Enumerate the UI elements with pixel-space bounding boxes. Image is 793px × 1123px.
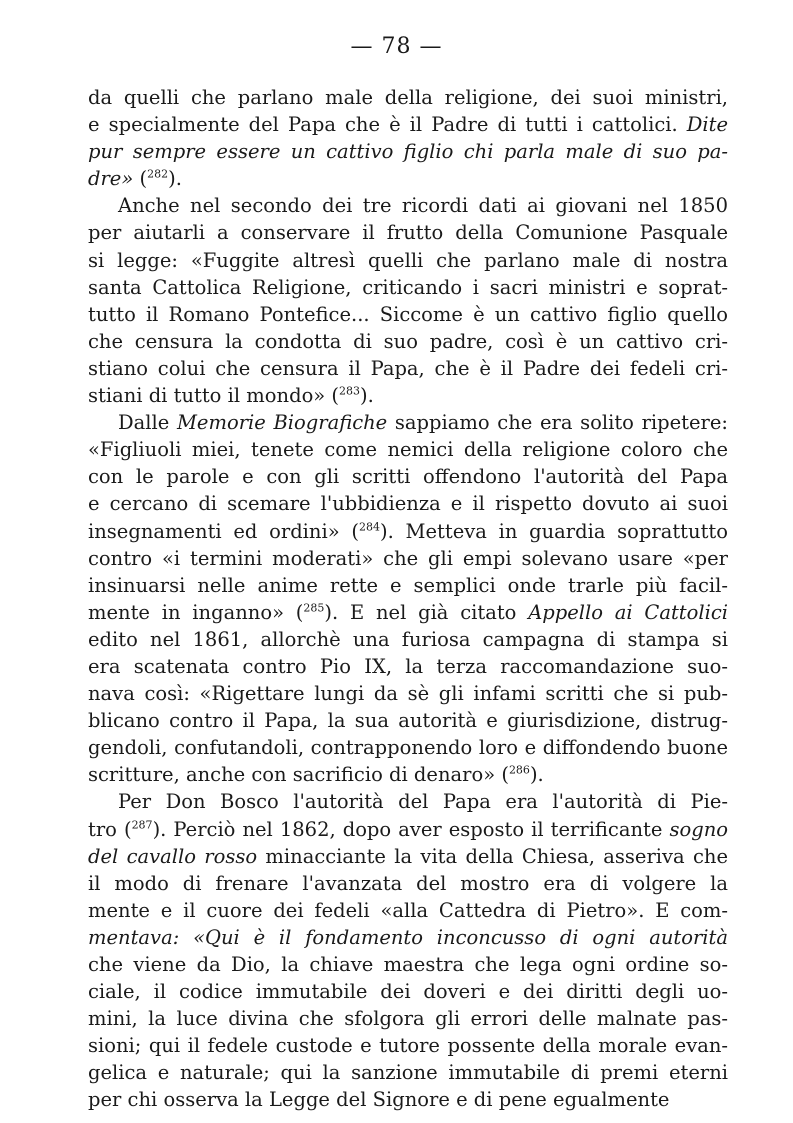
footnote-ref: 287 <box>131 818 153 832</box>
text-line <box>88 626 728 653</box>
text-run: ). <box>529 763 544 787</box>
text-run: contro «i termini moderati» che gli empi solevano usare «per <box>88 546 728 570</box>
text-line <box>88 138 728 165</box>
text-line <box>88 599 728 626</box>
text-line <box>88 1005 728 1032</box>
italic-run: Appello ai Cattolici <box>528 600 728 624</box>
text-line <box>88 490 728 517</box>
text-run: da quelli che parlano male della religione, dei suoi ministri, <box>88 86 728 109</box>
text-run: sioni; qui il fedele custode e tutore possente della morale evan- <box>88 1034 728 1058</box>
text-line <box>88 1032 728 1059</box>
text-run: insegnamenti ed ordini» ( <box>88 519 359 543</box>
body-text <box>88 84 728 1114</box>
text-line <box>88 463 728 490</box>
text-line <box>88 518 728 545</box>
text-line <box>88 572 728 599</box>
text-line <box>88 409 728 436</box>
text-line <box>88 436 728 463</box>
text-run: «Figliuoli miei, tenete come nemici della religione coloro che <box>88 438 728 462</box>
text-run: il modo di frenare l'avanzata del mostro era di volgere la <box>88 871 728 895</box>
footnote-ref: 285 <box>303 601 325 615</box>
text-run: insinuarsi nelle anime rette e semplici onde trarle più facil- <box>88 573 728 597</box>
italic-run: Dite <box>686 113 728 137</box>
text-line <box>88 247 728 274</box>
text-run: si legge: «Fuggite altresì quelli che parlano male di nostra <box>88 248 728 272</box>
text-line <box>88 843 728 870</box>
text-run: Anche nel secondo dei tre ricordi dati ai giovani nel 1850 <box>118 194 728 218</box>
text-run: mente e il cuore dei fedeli «alla Cattedra di Pietro». E com- <box>88 898 728 922</box>
text-line <box>88 870 728 897</box>
text-run: che viene da Dio, la chiave maestra che lega ogni ordine so- <box>88 953 728 976</box>
text-line <box>88 301 728 328</box>
italic-run: mentava: «Qui è il fondamento inconcusso di ogni autorità <box>88 925 728 949</box>
text-run: tutto il Romano Pontefice... Siccome è un cattivo figlio quello <box>88 302 728 326</box>
text-line <box>88 680 728 707</box>
text-run: tro ( <box>88 817 132 841</box>
italic-run: del cavallo rosso <box>88 844 258 868</box>
text-line <box>88 192 728 219</box>
text-run: ). Perciò nel 1862, dopo aver esposto il terrificante <box>152 817 670 841</box>
text-line <box>88 653 728 680</box>
footnote-ref: 283 <box>339 384 361 398</box>
text-run: per aiutarli a conservare il frutto della Comunione Pasquale <box>88 221 728 245</box>
page-number: — 78 — <box>350 34 443 59</box>
text-run: ). <box>168 167 182 191</box>
text-run: mente in inganno» ( <box>88 600 304 624</box>
text-run: blicano contro il Papa, la sua autorità e giurisdizione, distrug- <box>88 709 728 733</box>
text-run: e cercano di scemare l'ubbidienza e il rispetto dovuto ai suoi <box>88 492 728 516</box>
text-run: sappiamo che era solito ripetere: <box>387 411 728 435</box>
footnote-ref: 286 <box>508 763 530 777</box>
text-run: ). Metteva in guardia soprattutto <box>379 519 728 543</box>
text-run: santa Cattolica Religione, criticando i sacri ministri e soprat- <box>88 275 728 299</box>
italic-run: Memorie Biografiche <box>176 411 388 435</box>
text-run: che censura la condotta di suo padre, così è un cattivo cri- <box>88 329 728 353</box>
text-line <box>88 707 728 734</box>
italic-run: pur sempre essere un cattivo figlio chi parla male di suo pa- <box>88 140 728 164</box>
footnote-ref: 284 <box>358 520 380 533</box>
text-line <box>88 1059 728 1086</box>
text-line <box>88 788 728 815</box>
text-run: con le parole e con gli scritti offendono l'autorità del Papa <box>88 465 728 489</box>
text-run: ). E nel già citato <box>324 600 529 624</box>
text-run: scritture, anche con sacrificio di denaro» ( <box>88 763 509 787</box>
text-run: mini, la luce divina che sfolgora gli errori delle malnate pas- <box>88 1007 728 1031</box>
text-run: edito nel 1861, allorchè una furiosa campagna di stampa si <box>88 627 728 651</box>
text-run: ). <box>360 384 374 408</box>
italic-run: dre» <box>88 167 134 191</box>
text-line <box>88 355 728 382</box>
text-run: ( <box>133 167 148 191</box>
text-line <box>88 219 728 246</box>
text-line <box>88 111 728 138</box>
text-run: stiani di tutto il mondo» ( <box>88 384 340 408</box>
text-line <box>88 978 728 1005</box>
text-run: era scatenata contro Pio IX, la terza raccomandazione suo- <box>88 654 728 678</box>
text-line <box>88 816 728 843</box>
footnote-ref: 282 <box>147 167 169 181</box>
italic-run: sogno <box>669 817 728 841</box>
text-run: nava così: «Rigettare lungi da sè gli infami scritti che si pub- <box>88 682 728 706</box>
text-line <box>88 84 728 111</box>
text-line <box>88 897 728 924</box>
text-line <box>88 924 728 951</box>
text-run: stiano colui che censura il Papa, che è il Padre dei fedeli cri- <box>88 356 728 380</box>
text-line <box>88 165 728 192</box>
text-line <box>88 328 728 355</box>
text-line <box>88 382 728 409</box>
text-line <box>88 545 728 572</box>
text-line <box>88 951 728 978</box>
text-run: Per Don Bosco l'autorità del Papa era l'autorità di Pie- <box>118 790 728 814</box>
text-run: Dalle <box>118 411 177 435</box>
text-run: gendoli, confutandoli, contrapponendo loro e diffondendo buone <box>88 736 728 760</box>
text-line <box>88 761 728 788</box>
text-line <box>88 1086 728 1113</box>
text-run: e specialmente del Papa che è il Padre di tutti i cattolici. <box>88 113 687 137</box>
text-run: gelica e naturale; qui la sanzione immutabile di premi eterni <box>88 1061 728 1085</box>
text-run: minacciante la vita della Chiesa, asseriva che <box>257 844 728 868</box>
text-line <box>88 734 728 761</box>
text-run: per chi osserva la Legge del Signore e di pene egualmente <box>88 1088 670 1112</box>
text-run: ciale, il codice immutabile dei doveri e dei diritti degli uo- <box>88 980 728 1004</box>
text-line <box>88 274 728 301</box>
